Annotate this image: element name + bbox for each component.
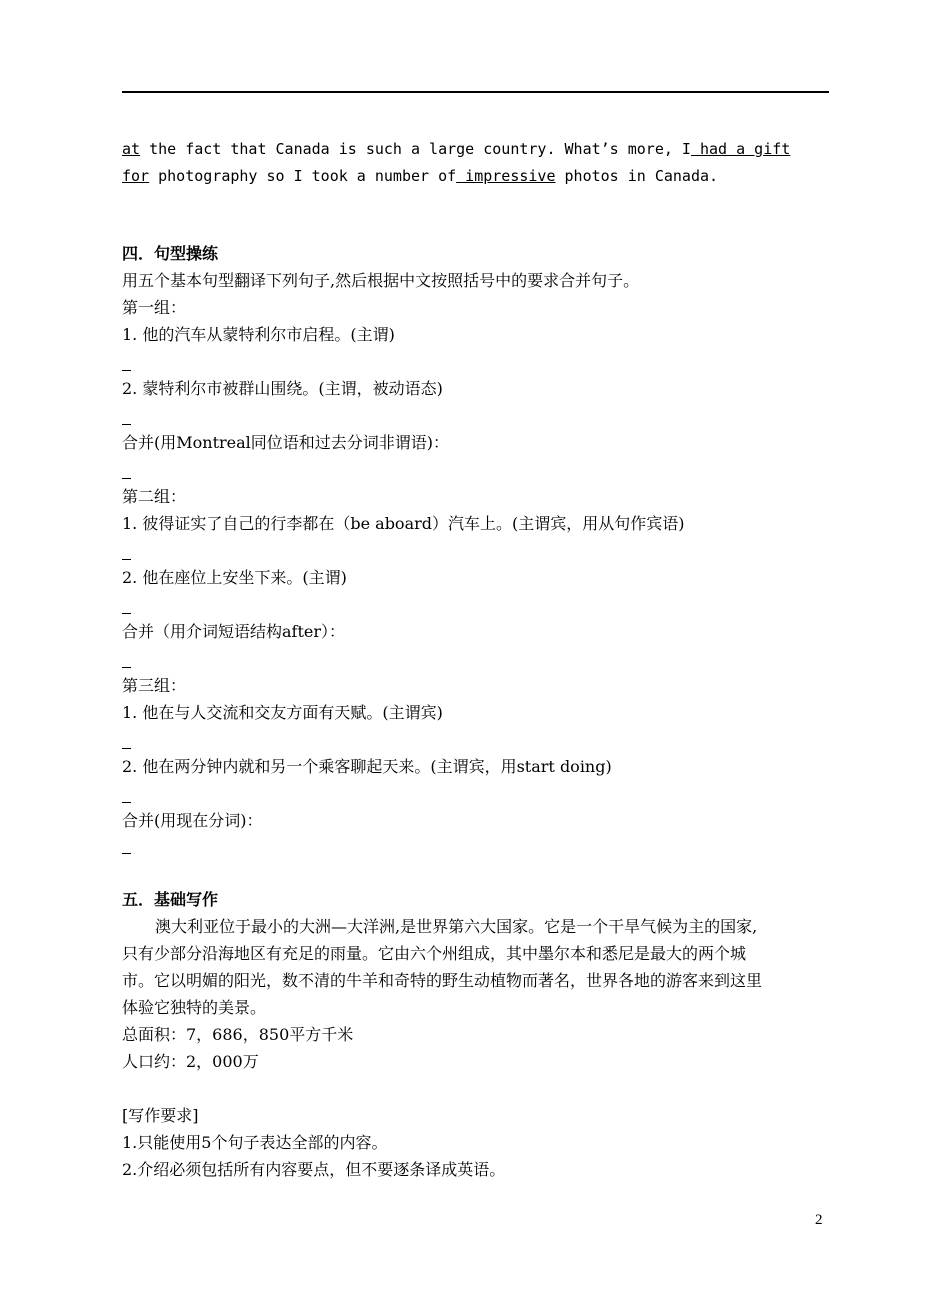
page-number: 2 bbox=[815, 1212, 823, 1228]
section5-heading: 五．基础写作 bbox=[122, 890, 219, 909]
section4-heading: 四．句型操练 bbox=[122, 244, 219, 263]
answer-blank[interactable] bbox=[122, 370, 131, 371]
underlined-impressive: impressive bbox=[456, 167, 556, 185]
requirements-title: [写作要求] bbox=[122, 1106, 199, 1125]
answer-blank[interactable] bbox=[122, 667, 131, 668]
writing-para-line-1: 澳大利亚位于最小的大洲—大洋洲,是世界第六大国家。它是一个干旱气候为主的国家, bbox=[155, 917, 758, 936]
group2-label: 第二组： bbox=[122, 487, 187, 506]
population: 人口约：2，000万 bbox=[122, 1052, 259, 1071]
group3-item1: 1. 他在与人交流和交友方面有天赋。(主谓宾) bbox=[122, 703, 443, 722]
answer-blank[interactable] bbox=[122, 478, 131, 479]
group1-item2: 2. 蒙特利尔市被群山围绕。(主谓，被动语态) bbox=[122, 379, 443, 398]
passage-text: photos in Canada. bbox=[555, 167, 719, 185]
group3-merge: 合并(用现在分词)： bbox=[122, 811, 263, 830]
answer-blank[interactable] bbox=[122, 748, 131, 749]
requirement-1: 1.只能使用5个句子表达全部的内容。 bbox=[122, 1133, 388, 1152]
group2-merge: 合并（用介词短语结构after）： bbox=[122, 622, 346, 641]
total-area: 总面积：7，686，850平方千米 bbox=[122, 1025, 354, 1044]
passage-text: photography so I took a number of bbox=[149, 167, 457, 185]
underlined-at: at bbox=[122, 140, 141, 158]
underlined-for: for bbox=[122, 167, 150, 185]
section4-instruction: 用五个基本句型翻译下列句子,然后根据中文按照括号中的要求合并句子。 bbox=[122, 271, 640, 290]
writing-para-line-2: 只有少部分沿海地区有充足的雨量。它由六个州组成，其中墨尔本和悉尼是最大的两个城 bbox=[122, 944, 747, 963]
answer-blank[interactable] bbox=[122, 424, 131, 425]
passage-line-2 bbox=[122, 166, 718, 186]
group3-item2: 2. 他在两分钟内就和另一个乘客聊起天来。(主谓宾，用start doing) bbox=[122, 757, 612, 776]
group1-merge: 合并(用Montreal同位语和过去分词非谓语)： bbox=[122, 433, 450, 452]
passage-line-1 bbox=[122, 139, 790, 159]
group3-label: 第三组： bbox=[122, 676, 187, 695]
answer-blank[interactable] bbox=[122, 613, 131, 614]
header-rule bbox=[122, 91, 829, 93]
group1-label: 第一组： bbox=[122, 298, 187, 317]
group2-item1: 1. 彼得证实了自己的行李都在（be aboard）汽车上。(主谓宾，用从句作宾语) bbox=[122, 514, 685, 533]
answer-blank[interactable] bbox=[122, 802, 131, 803]
group2-item2: 2. 他在座位上安坐下来。(主谓) bbox=[122, 568, 347, 587]
requirement-2: 2.介绍必须包括所有内容要点，但不要逐条译成英语。 bbox=[122, 1160, 506, 1179]
group1-item1: 1. 他的汽车从蒙特利尔市启程。(主谓) bbox=[122, 325, 395, 344]
underlined-had-a-gift: had a gift bbox=[690, 140, 791, 158]
writing-para-line-3: 市。它以明媚的阳光，数不清的牛羊和奇特的野生动植物而著名，世界各地的游客来到这里 bbox=[122, 971, 763, 990]
answer-blank[interactable] bbox=[122, 853, 131, 854]
answer-blank[interactable] bbox=[122, 559, 131, 560]
writing-para-line-4: 体验它独特的美景。 bbox=[122, 998, 267, 1017]
passage-text: the fact that Canada is such a large country. What’s more, I bbox=[140, 140, 691, 158]
